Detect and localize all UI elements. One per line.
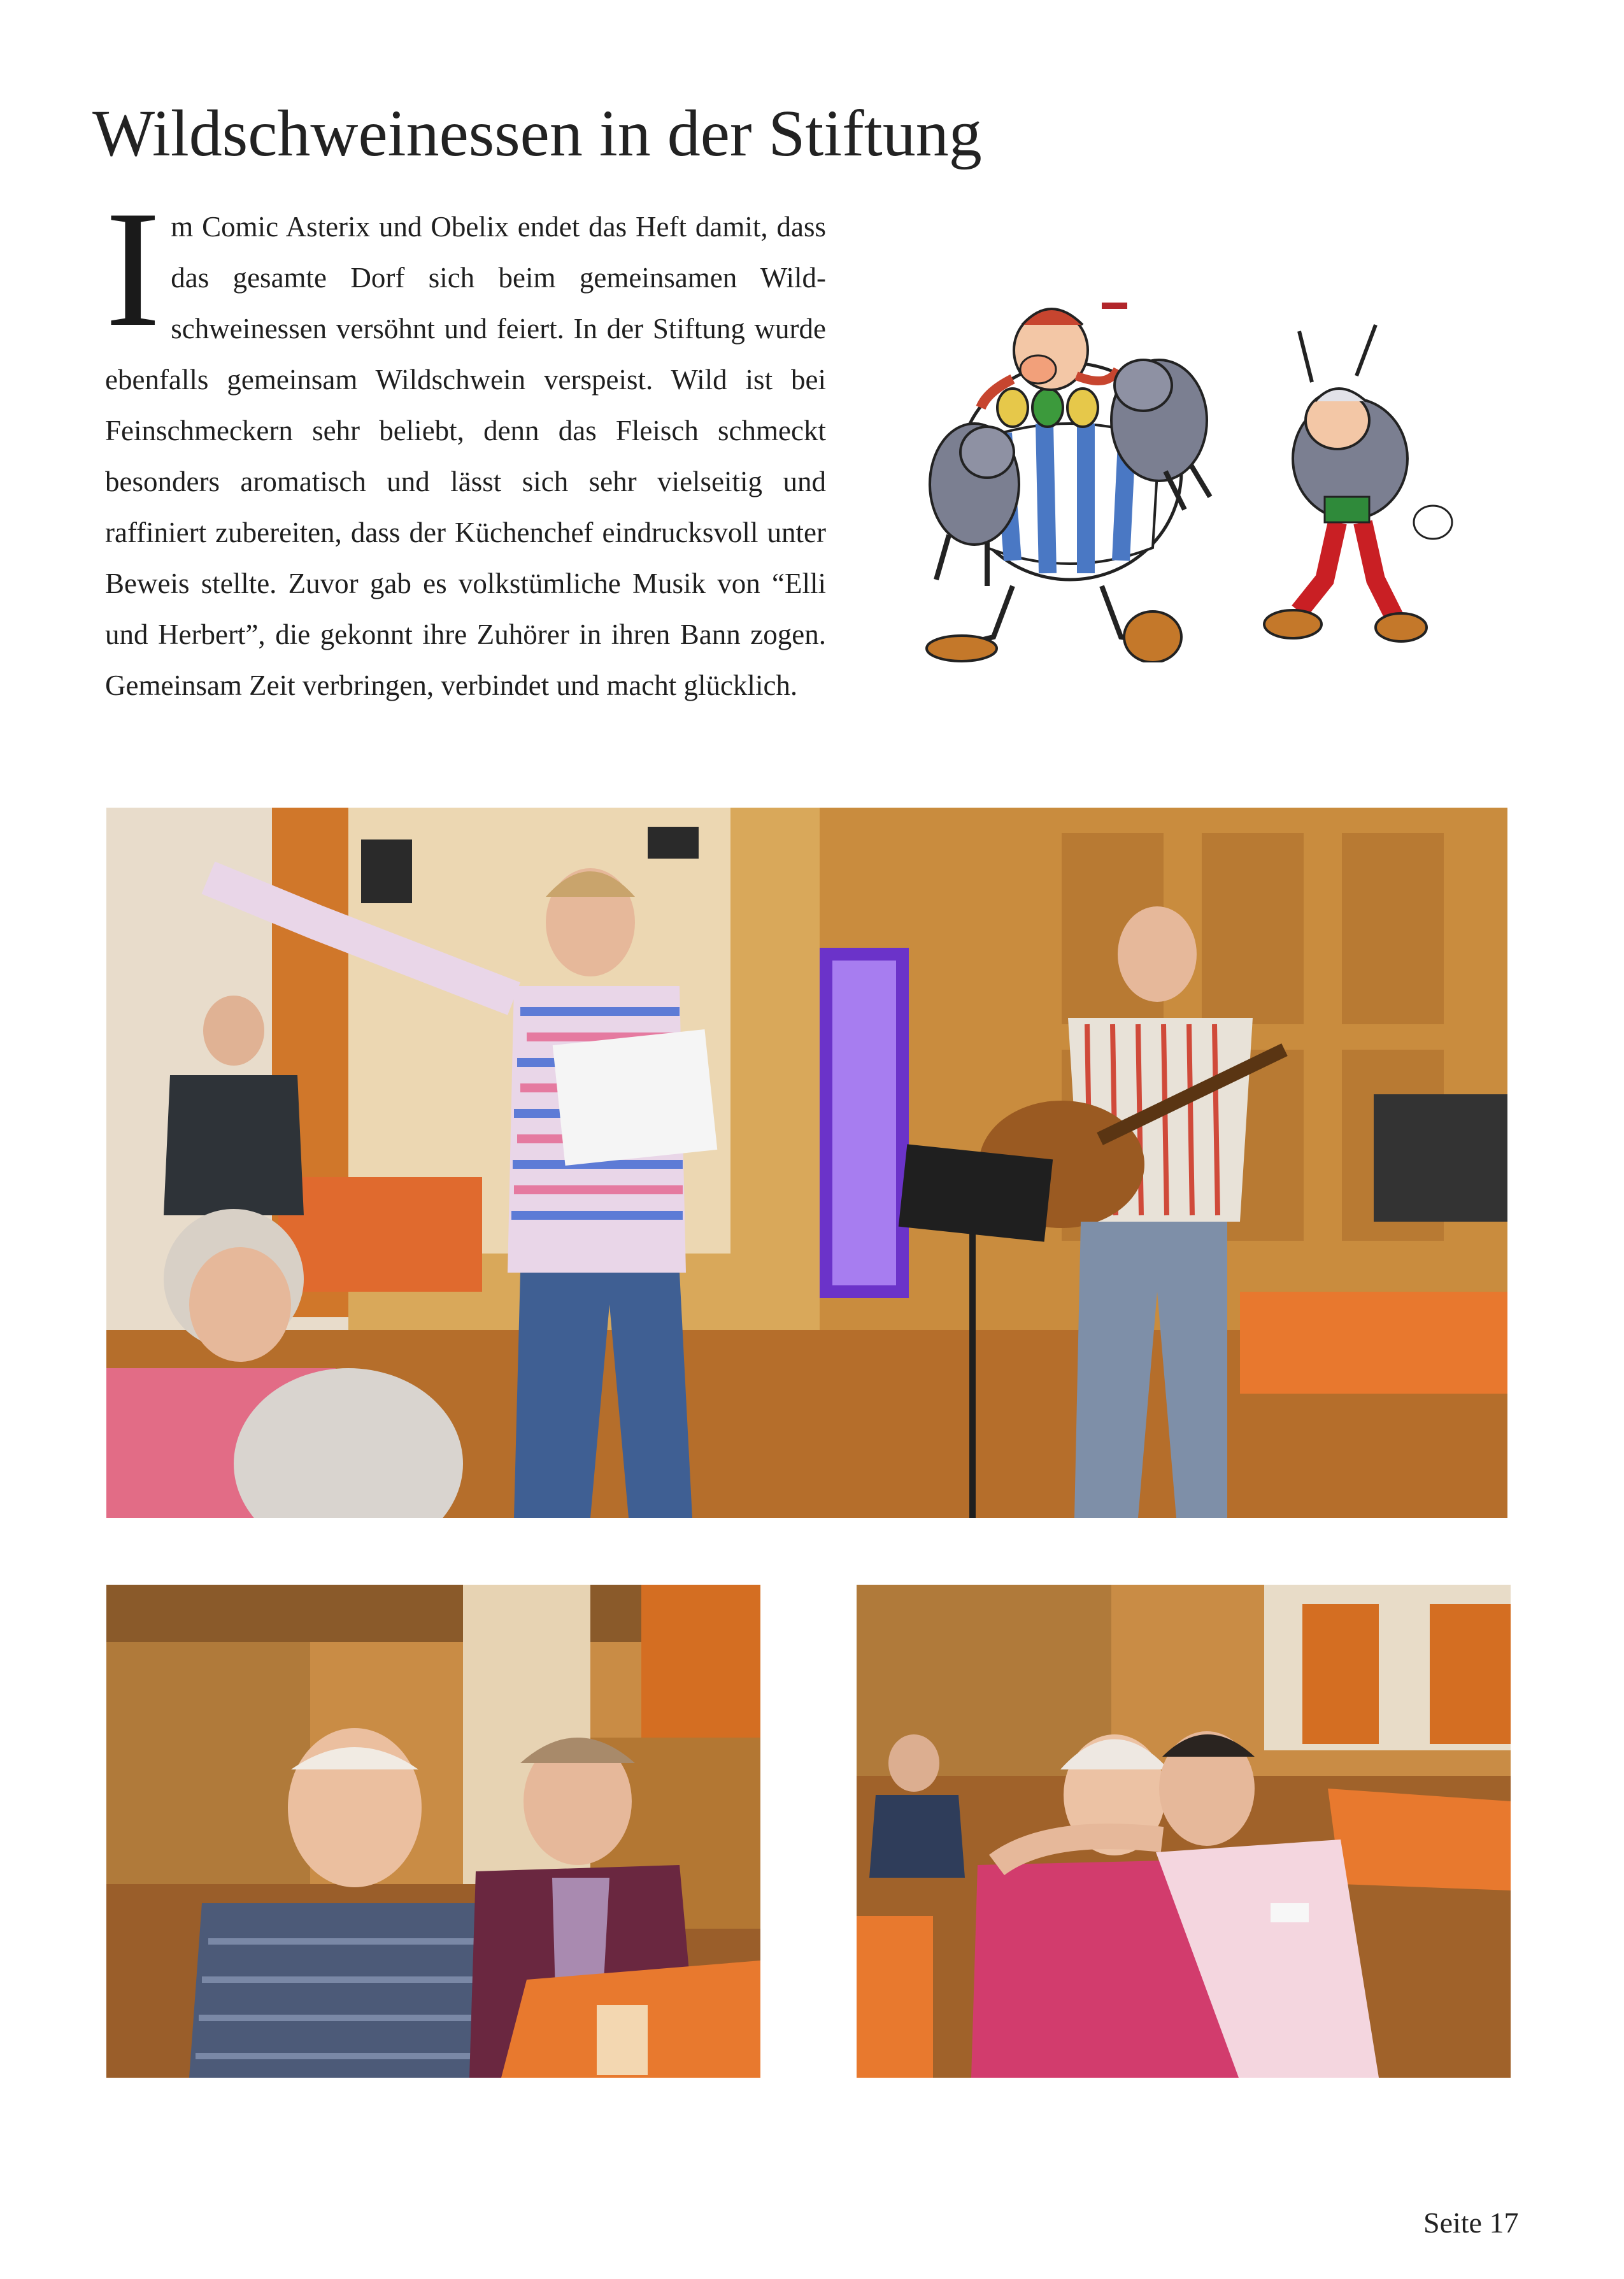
drop-cap: I — [105, 176, 161, 361]
article-title: Wildschweinessen in der Stiftung — [92, 97, 982, 170]
asterix-figure — [1264, 325, 1452, 641]
cartoon-drawing — [892, 280, 1465, 662]
asterix-obelix-illustration — [892, 280, 1465, 662]
article-text: m Comic Asterix und Obelix endet das Heft damit, dass das gesamte Dorf sich beim gemeinsamen Wildschweinessen versöhnt und feiert. In der Stiftung wurde ebenfalls gemeinsam Wildschwein verspeist. Wild ist bei Feinschmeckern sehr beliebt, denn das Fleisch schmeckt besonders aromatisch und lässt sich sehr vielseitig und raffiniert zubereiten, dass der Küchenchef eindrucksvoll unter Beweis stellte. Zuvor gab es volkstümliche Musik von “Elli und Herbert”, die gekonnt ihre Zuhörer in ihren Bann zogen. Gemeinsam Zeit verbringen, verbindet und macht glücklich. — [105, 211, 826, 701]
article-body — [105, 176, 826, 711]
photo-resident-and-caregiver-drawing — [857, 1585, 1511, 2078]
page-number: Seite 17 — [1423, 2206, 1519, 2239]
photo-resident-and-caregiver — [857, 1585, 1511, 2078]
photo-musicians-performing — [106, 808, 1507, 1518]
photo-residents-talking — [106, 1585, 760, 2078]
photo-musicians-drawing — [106, 808, 1507, 1518]
photo-residents-talking-drawing — [106, 1585, 760, 2078]
